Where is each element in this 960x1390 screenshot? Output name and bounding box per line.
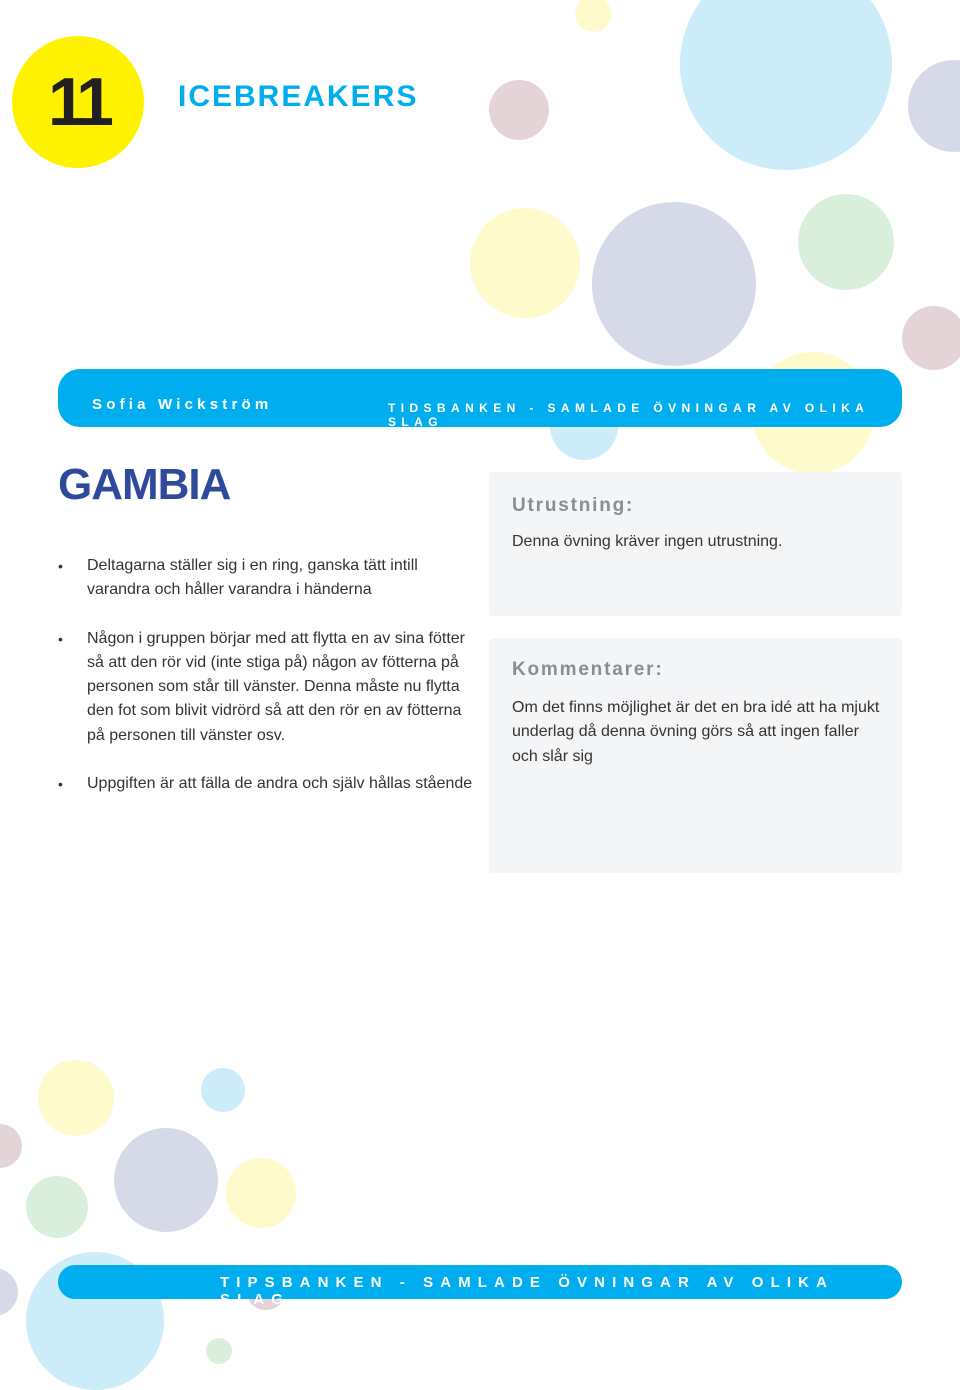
exercise-steps [58, 554, 478, 820]
decor-circle [226, 1158, 296, 1228]
equipment-heading: Utrustning: [512, 495, 635, 516]
decor-circle [0, 1268, 18, 1316]
decor-circle [680, 0, 892, 170]
comments-text: Om det finns möjlighet är det en bra idé att ha mjukt underlag då denna övning görs så att ingen faller och slår sig [512, 699, 880, 765]
comments-heading: Kommentarer: [512, 659, 664, 680]
exercise-number: 11 [48, 64, 108, 140]
decor-circle [0, 1124, 22, 1168]
footer-tagline: TIPSBANKEN - SAMLADE ÖVNINGAR AV OLIKA SLAG [220, 1274, 834, 1308]
author-bar [58, 369, 902, 427]
exercise-title: GAMBIA [58, 460, 231, 509]
decor-circle [798, 194, 894, 290]
list-item: • Deltagarna ställer sig i en ring, ganska tätt intill varandra och håller varandra i händerna [58, 554, 478, 603]
decor-circle [575, 0, 611, 32]
author-bar-tagline: TIDSBANKEN - SAMLADE ÖVNINGAR AV OLIKA SLAG [388, 401, 869, 429]
equipment-text: Denna övning kräver ingen utrustning. [512, 533, 783, 550]
author-name: Sofia Wickström [92, 396, 273, 413]
decor-circle [489, 80, 549, 140]
comments-panel [489, 638, 902, 873]
decor-circle [206, 1338, 232, 1364]
decor-circle [470, 208, 580, 318]
exercise-number-badge [12, 36, 144, 168]
equipment-panel [489, 472, 902, 616]
decor-circle [114, 1128, 218, 1232]
decor-circle [592, 202, 756, 366]
decor-circle [26, 1176, 88, 1238]
footer-bar [58, 1265, 902, 1308]
list-item: • Uppgiften är att fälla de andra och själv hållas stående [58, 772, 478, 796]
list-item: • Någon i gruppen börjar med att flytta en av sina fötter så att den rör vid (inte stiga på) någon av fötterna på personen som står till vänster. Denna måste nu flytta den fot som blivit vidrörd så att den rör en av fötterna på personen till vänster osv. [58, 627, 478, 748]
decor-circle [201, 1068, 245, 1112]
decor-circle [38, 1060, 114, 1136]
decor-circle [902, 306, 960, 370]
category-title: ICEBREAKERS [178, 80, 419, 113]
decor-circle [908, 60, 960, 152]
